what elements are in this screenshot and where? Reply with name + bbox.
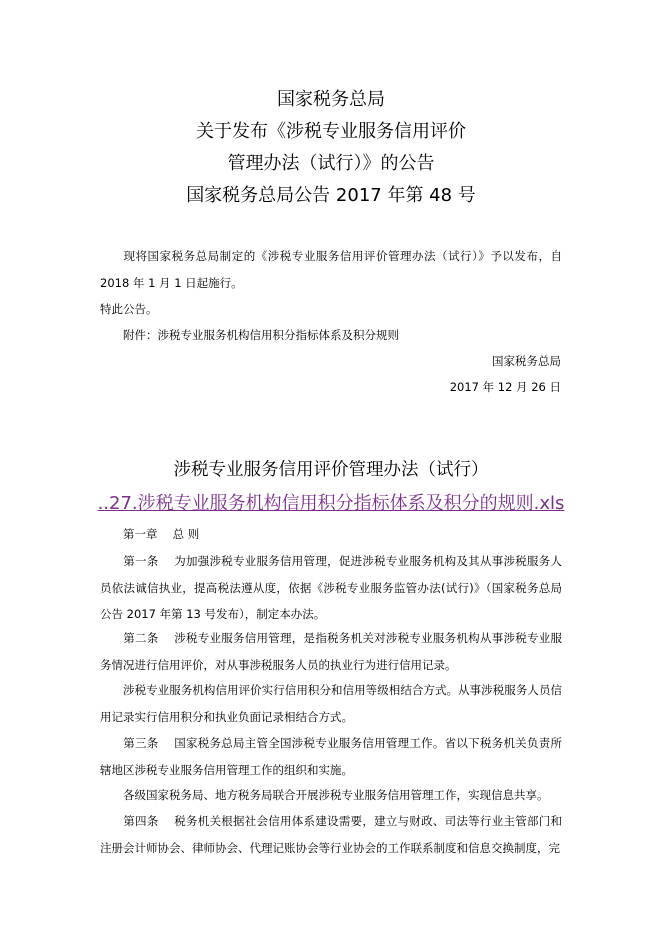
chapter-heading xyxy=(100,521,562,548)
signature: 国家税务总局 xyxy=(492,354,561,368)
measures-title: 涉税专业服务信用评价管理办法（试行） xyxy=(173,460,489,480)
article-4 xyxy=(100,808,562,861)
announcement-title-line-2: 管理办法（试行）》的公告 xyxy=(227,153,435,174)
article-2-text: 第二条 涉税专业服务信用管理，是指税务机关对涉税专业服务机构从事涉税专业服务情况进行信用评价，对从事涉税服务人员的执业行为进行信用记录。 xyxy=(100,631,562,672)
closing-phrase: 特此公告。 xyxy=(100,302,158,316)
article-3-paragraph-2 xyxy=(100,782,562,809)
article-1-text: 第一条 为加强涉税专业服务信用管理，促进涉税专业服务机构及其从事涉税服务人员依法诚信执业，提高税法遵从度，依据《涉税专业服务监管办法(试行)》（国家税务总局公告 2017 年第 13 号发布），制定本办法。 xyxy=(100,554,562,621)
attachment-note-text: 附件：涉税专业服务机构信用积分指标体系及积分规则 xyxy=(123,328,399,342)
attachment-link[interactable]: ..27.涉税专业服务机构信用积分指标体系及积分的规则.xls xyxy=(97,493,565,514)
signature-date: 2017 年 12 月 26 日 xyxy=(449,380,561,394)
article-2-paragraph-2 xyxy=(100,677,562,730)
intro-text: 现将国家税务总局制定的《涉税专业服务信用评价管理办法（试行）》予以发布，自 2018 年 1 月 1 日起施行。 xyxy=(100,249,562,290)
chapter-1-text: 第一章 总 则 xyxy=(123,527,200,541)
article-3b-text: 各级国家税务局、地方税务局联合开展涉税专业服务信用管理工作，实现信息共享。 xyxy=(123,788,549,802)
article-4-text: 第四条 税务机关根据社会信用体系建设需要，建立与财政、司法等行业主管部门和注册会计师协会、律师协会、代理记账协会等行业协会的工作联系制度和信息交换制度，完 xyxy=(100,814,562,855)
article-2b-text: 涉税专业服务机构信用评价实行信用积分和信用等级相结合方式。从事涉税服务人员信用记录实行信用积分和执业负面记录相结合方式。 xyxy=(100,683,562,724)
intro-paragraph xyxy=(100,243,562,296)
article-1 xyxy=(100,548,562,628)
article-3-text: 第三条 国家税务总局主管全国涉税专业服务信用管理工作。省以下税务机关负责所辖地区涉税专业服务信用管理工作的组织和实施。 xyxy=(100,736,562,777)
attachment-note xyxy=(100,322,562,349)
announcement-title-line-1: 关于发布《涉税专业服务信用评价 xyxy=(196,121,466,142)
announcement-header xyxy=(0,84,662,212)
article-3 xyxy=(100,730,562,783)
announcement-number: 国家税务总局公告 2017 年第 48 号 xyxy=(186,185,476,206)
article-2 xyxy=(100,625,562,678)
issuer-title: 国家税务总局 xyxy=(277,89,385,110)
